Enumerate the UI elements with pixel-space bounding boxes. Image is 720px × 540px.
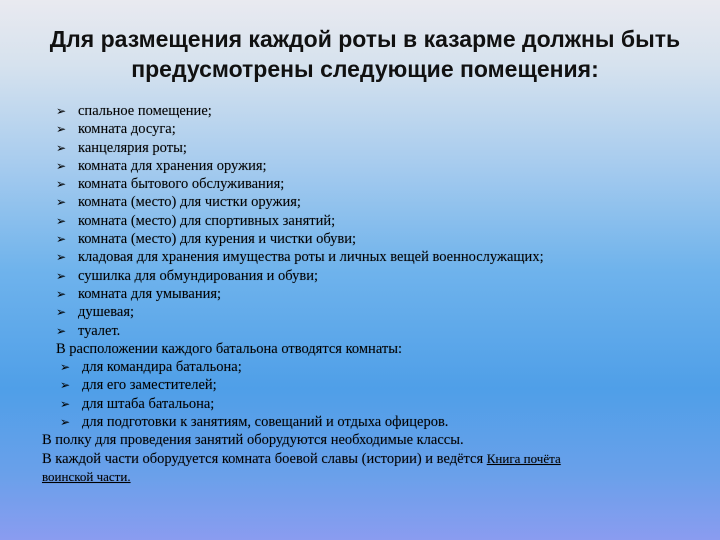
list-item-text: для подготовки к занятиям, совещаний и отдыха офицеров. — [82, 414, 449, 431]
arrow-bullet-icon: ➢ — [56, 213, 67, 228]
company-room-item — [42, 303, 702, 321]
arrow-bullet-icon: ➢ — [56, 195, 67, 210]
battalion-rooms-list — [42, 358, 702, 431]
company-room-item — [42, 285, 702, 303]
slide-title: Для размещения каждой роты в казарме должны быть предусмотрены следующие помещения: — [49, 26, 681, 82]
arrow-bullet-icon: ➢ — [56, 232, 67, 247]
company-room-item — [42, 139, 702, 157]
list-item-text: комната бытового обслуживания; — [78, 176, 285, 193]
arrow-bullet-icon: ➢ — [60, 415, 71, 430]
list-item-text: спальное помещение; — [78, 103, 212, 119]
arrow-bullet-icon: ➢ — [60, 360, 71, 375]
honor-book-link-tail[interactable]: воинской части. — [42, 468, 131, 484]
arrow-bullet-icon: ➢ — [56, 158, 67, 173]
battalion-room-item — [42, 376, 702, 394]
list-item-text: для штаба батальона; — [82, 395, 215, 412]
regiment-text: В полку для проведения занятий оборудуются необходимые классы. — [42, 432, 464, 449]
company-room-item — [42, 212, 702, 230]
company-rooms-list — [42, 102, 702, 340]
company-room-item — [42, 267, 702, 285]
arrow-bullet-icon: ➢ — [60, 378, 71, 393]
arrow-bullet-icon: ➢ — [56, 177, 67, 192]
slide-body — [42, 102, 702, 486]
list-item-text: для командира батальона; — [82, 359, 242, 376]
company-room-item — [42, 175, 702, 193]
list-item-text: туалет. — [78, 322, 121, 339]
list-item-text: комната досуга; — [78, 121, 176, 138]
arrow-bullet-icon: ➢ — [56, 122, 67, 137]
battalion-intro: В расположении каждого батальона отводятся комнаты: — [56, 340, 402, 357]
list-item-text: комната для умывания; — [78, 285, 222, 302]
company-room-item — [42, 230, 702, 248]
honor-book-link[interactable]: Книга почёта — [486, 450, 561, 466]
battalion-room-item — [42, 413, 702, 431]
list-item-text: кладовая для хранения имущества роты и личных вещей военнослужащих; — [78, 249, 544, 266]
arrow-bullet-icon: ➢ — [56, 104, 67, 118]
battalion-room-item — [42, 395, 702, 413]
unit-text — [42, 450, 702, 468]
company-room-item — [42, 193, 702, 211]
list-item-text: сушилка для обмундирования и обуви; — [78, 267, 319, 284]
company-room-item — [42, 102, 702, 120]
list-item-text: комната (место) для курения и чистки обуви; — [78, 231, 357, 248]
arrow-bullet-icon: ➢ — [56, 305, 67, 320]
list-item-text: для его заместителей; — [82, 377, 217, 394]
arrow-bullet-icon: ➢ — [56, 140, 67, 155]
company-room-item — [42, 157, 702, 175]
unit-text-tail — [42, 468, 702, 486]
arrow-bullet-icon: ➢ — [60, 396, 71, 411]
arrow-bullet-icon: ➢ — [56, 268, 67, 283]
battalion-room-item — [42, 358, 702, 376]
arrow-bullet-icon: ➢ — [56, 286, 67, 301]
arrow-bullet-icon: ➢ — [56, 323, 67, 338]
list-item-text: комната для хранения оружия; — [78, 157, 267, 174]
company-room-item — [42, 322, 702, 340]
list-item-text: канцелярия роты; — [78, 139, 187, 156]
list-item-text: комната (место) для спортивных занятий; — [78, 212, 336, 229]
list-item-text: душевая; — [78, 304, 135, 321]
company-room-item — [42, 120, 702, 138]
unit-text-prefix: В каждой части оборудуется комната боевой славы (истории) и ведётся — [42, 450, 484, 467]
arrow-bullet-icon: ➢ — [56, 250, 67, 265]
company-room-item — [42, 248, 702, 266]
list-item-text: комната (место) для чистки оружия; — [78, 194, 301, 211]
